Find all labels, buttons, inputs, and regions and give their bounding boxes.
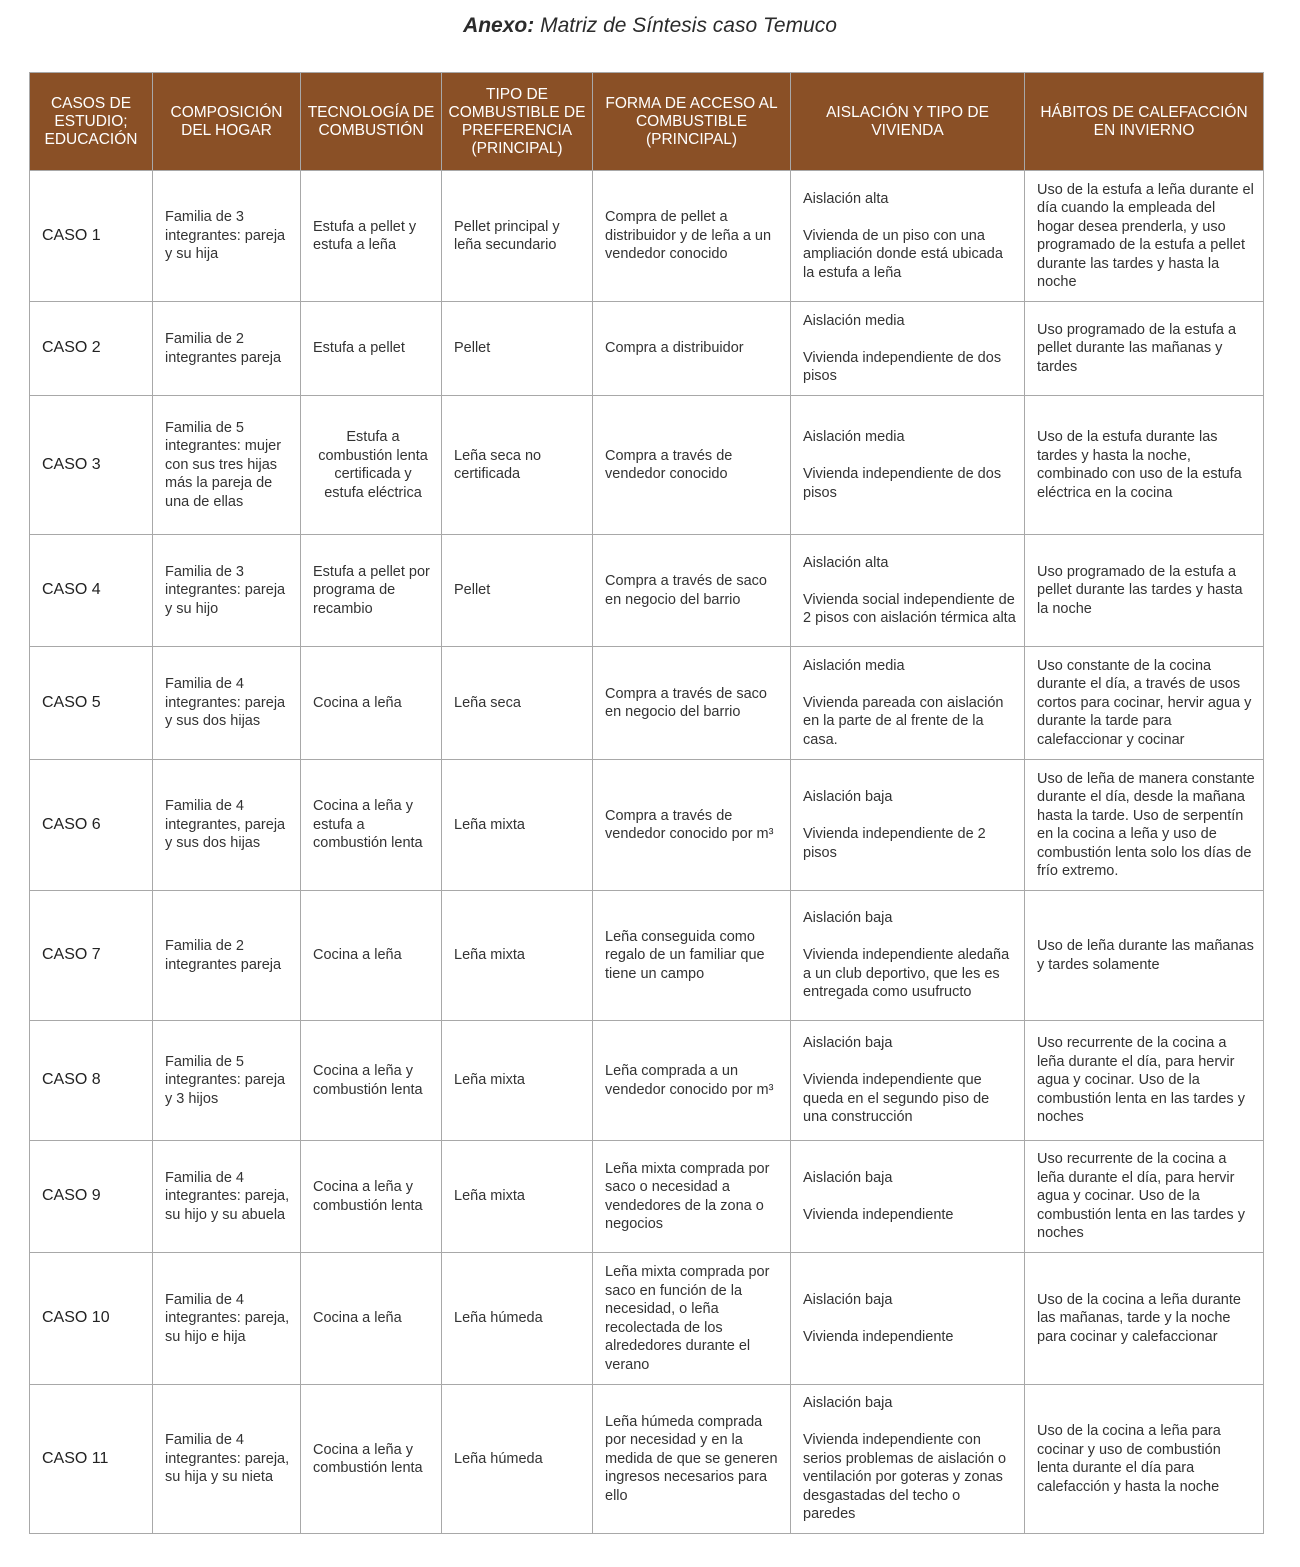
table-row [30,647,1264,760]
aislacion-level: Aislación baja [803,789,893,805]
cell-combustible: Leña mixta [442,1021,593,1141]
cell-composicion: Familia de 5 integrantes: pareja y 3 hijos [153,1021,301,1141]
cell-tecnologia: Estufa a pellet y estufa a leña [301,171,442,302]
cell-acceso: Leña mixta comprada por saco o necesidad a vendedores de la zona o negocios [593,1141,791,1253]
table-row [30,1021,1264,1141]
cell-caso: CASO 1 [30,171,153,302]
vivienda-type: Vivienda independiente de dos pisos [803,349,1002,384]
cell-combustible: Leña seca no certificada [442,396,593,535]
cell-combustible: Leña mixta [442,1141,593,1253]
cell-habitos: Uso de la cocina a leña durante las mañanas, tarde y la noche para cocinar y calefaccionar [1025,1253,1264,1385]
cell-aislacion-vivienda [791,171,1025,302]
cell-composicion: Familia de 4 integrantes: pareja, su hijo y su abuela [153,1141,301,1253]
cell-acceso: Compra a través de vendedor conocido por m³ [593,760,791,891]
cell-acceso: Compra a través de saco en negocio del barrio [593,535,791,647]
vivienda-type: Vivienda de un piso con una ampliación donde está ubicada la estufa a leña [803,227,1003,281]
title-rest: Matriz de Síntesis caso Temuco [534,14,837,37]
cell-acceso: Compra de pellet a distribuidor y de leña a un vendedor conocido [593,171,791,302]
cell-aislacion-vivienda [791,760,1025,891]
cell-aislacion-vivienda [791,1021,1025,1141]
table-row [30,1141,1264,1253]
cell-tecnologia: Cocina a leña [301,1253,442,1385]
header-casos: CASOS DE ESTUDIO; EDUCACIÓN [30,73,153,171]
cell-combustible: Leña seca [442,647,593,760]
cell-composicion: Familia de 4 integrantes: pareja, su hija y su nieta [153,1385,301,1534]
cell-caso: CASO 3 [30,396,153,535]
cell-caso: CASO 9 [30,1141,153,1253]
aislacion-level: Aislación baja [803,910,893,927]
cell-tecnologia: Cocina a leña y combustión lenta [301,1021,442,1141]
cell-habitos: Uso de leña durante las mañanas y tardes solamente [1025,891,1264,1021]
aislacion-level: Aislación baja [803,1291,893,1308]
header-tecnologia: TECNOLOGÍA DE COMBUSTIÓN [301,73,442,171]
title-lead: Anexo: [463,14,535,37]
cell-habitos: Uso de leña de manera constante durante el día, desde la mañana hasta la tarde. Uso de serpentín en la cocina a leña y uso de combustión lenta solo los días de frío extremo. [1025,760,1264,891]
cell-caso: CASO 4 [30,535,153,647]
cell-caso: CASO 5 [30,647,153,760]
cell-composicion: Familia de 4 integrantes: pareja y sus dos hijas [153,647,301,760]
cell-habitos: Uso programado de la estufa a pellet durante las mañanas y tardes [1025,302,1264,396]
aislacion-level: Aislación media [803,657,905,674]
cell-composicion: Familia de 3 integrantes: pareja y su hijo [153,535,301,647]
cell-tecnologia: Cocina a leña y combustión lenta [301,1141,442,1253]
vivienda-type: Vivienda independiente aledaña a un club deportivo, que les es entregada como usufructo [803,947,1010,1001]
cell-combustible: Pellet [442,535,593,647]
table-row [30,171,1264,302]
cell-habitos: Uso constante de la cocina durante el día, a través de usos cortos para cocinar, hervir agua y durante la tarde para calefaccionar y cocinar [1025,647,1264,760]
aislacion-level: Aislación media [803,312,905,329]
cell-composicion: Familia de 5 integrantes: mujer con sus tres hijas más la pareja de una de ellas [153,396,301,535]
cell-tecnologia: Estufa a combustión lenta certificada y estufa eléctrica [301,396,442,535]
header-combustible: TIPO DE COMBUSTIBLE DE PREFERENCIA (PRINCIPAL) [442,73,593,171]
vivienda-type: Vivienda social independiente de 2 pisos con aislación térmica alta [803,591,1016,626]
cell-aislacion-vivienda [791,396,1025,535]
cell-tecnologia: Cocina a leña y estufa a combustión lenta [301,760,442,891]
synthesis-matrix-table [29,72,1264,1534]
aislacion-level: Aislación baja [803,1395,893,1412]
cell-acceso: Leña conseguida como regalo de un familiar que tiene un campo [593,891,791,1021]
cell-caso: CASO 6 [30,760,153,891]
cell-habitos: Uso de la cocina a leña para cocinar y uso de combustión lenta durante el día para calefacción y hasta la noche [1025,1385,1264,1534]
vivienda-type: Vivienda independiente que queda en el segundo piso de una construcción [803,1072,990,1126]
vivienda-type: Vivienda independiente de 2 pisos [803,826,986,861]
cell-combustible: Leña mixta [442,760,593,891]
cell-acceso: Compra a través de saco en negocio del barrio [593,647,791,760]
cell-caso: CASO 7 [30,891,153,1021]
cell-combustible: Pellet principal y leña secundario [442,171,593,302]
cell-tecnologia: Cocina a leña [301,647,442,760]
cell-combustible: Pellet [442,302,593,396]
aislacion-level: Aislación alta [803,554,889,571]
cell-caso: CASO 11 [30,1385,153,1534]
cell-aislacion-vivienda [791,302,1025,396]
cell-combustible: Leña mixta [442,891,593,1021]
cell-tecnologia: Estufa a pellet [301,302,442,396]
cell-aislacion-vivienda [791,891,1025,1021]
aislacion-level: Aislación baja [803,1169,893,1186]
table-row [30,1253,1264,1385]
cell-tecnologia: Cocina a leña [301,891,442,1021]
cell-tecnologia: Cocina a leña y combustión lenta [301,1385,442,1534]
vivienda-type: Vivienda independiente [803,1328,954,1345]
table-row [30,760,1264,891]
header-aislacion: AISLACIÓN Y TIPO DE VIVIENDA [791,73,1025,171]
cell-acceso: Compra a través de vendedor conocido [593,396,791,535]
cell-acceso: Leña comprada a un vendedor conocido por m³ [593,1021,791,1141]
header-acceso: FORMA DE ACCESO AL COMBUSTIBLE (PRINCIPAL) [593,73,791,171]
cell-combustible: Leña húmeda [442,1253,593,1385]
cell-aislacion-vivienda [791,1141,1025,1253]
cell-aislacion-vivienda [791,1385,1025,1534]
page-title [0,14,1300,38]
table-row [30,302,1264,396]
header-habitos: HÁBITOS DE CALEFACCIÓN EN INVIERNO [1025,73,1264,171]
header-composicion: COMPOSICIÓN DEL HOGAR [153,73,301,171]
cell-composicion: Familia de 2 integrantes pareja [153,302,301,396]
cell-acceso: Leña húmeda comprada por necesidad y en la medida de que se generen ingresos necesarios para ello [593,1385,791,1534]
cell-habitos: Uso programado de la estufa a pellet durante las tardes y hasta la noche [1025,535,1264,647]
header-row [30,73,1264,171]
cell-composicion: Familia de 2 integrantes pareja [153,891,301,1021]
cell-aislacion-vivienda [791,535,1025,647]
cell-aislacion-vivienda [791,1253,1025,1385]
vivienda-type: Vivienda independiente [803,1206,954,1223]
table-row [30,535,1264,647]
vivienda-type: Vivienda independiente de dos pisos [803,466,1002,501]
cell-habitos: Uso de la estufa durante las tardes y hasta la noche, combinado con uso de la estufa eléctrica en la cocina [1025,396,1264,535]
cell-caso: CASO 10 [30,1253,153,1385]
cell-composicion: Familia de 4 integrantes, pareja y sus dos hijas [153,760,301,891]
cell-composicion: Familia de 4 integrantes: pareja, su hijo e hija [153,1253,301,1385]
vivienda-type: Vivienda pareada con aislación en la parte de al frente de la casa. [803,694,1004,748]
cell-aislacion-vivienda [791,647,1025,760]
cell-acceso: Leña mixta comprada por saco en función de la necesidad, o leña recolectada de los alrededores durante el verano [593,1253,791,1385]
cell-tecnologia: Estufa a pellet por programa de recambio [301,535,442,647]
vivienda-type: Vivienda independiente con serios problemas de aislación o ventilación por goteras y zonas desgastadas del techo o paredes [803,1432,1007,1523]
table-row [30,1385,1264,1534]
aislacion-level: Aislación alta [803,190,889,207]
cell-combustible: Leña húmeda [442,1385,593,1534]
cell-composicion: Familia de 3 integrantes: pareja y su hija [153,171,301,302]
cell-habitos: Uso recurrente de la cocina a leña durante el día, para hervir agua y cocinar. Uso de la combustión lenta en las tardes y noches [1025,1141,1264,1253]
cell-habitos: Uso recurrente de la cocina a leña durante el día, para hervir agua y cocinar. Uso de la combustión lenta en las tardes y noches [1025,1021,1264,1141]
table-row [30,891,1264,1021]
cell-habitos: Uso de la estufa a leña durante el día cuando la empleada del hogar desea prenderla, y uso programado de la estufa a pellet durante las tardes y hasta la noche [1025,171,1264,302]
table-row [30,396,1264,535]
aislacion-level: Aislación baja [803,1035,893,1052]
cell-caso: CASO 8 [30,1021,153,1141]
cell-acceso: Compra a distribuidor [593,302,791,396]
cell-caso: CASO 2 [30,302,153,396]
aislacion-level: Aislación media [803,429,905,445]
